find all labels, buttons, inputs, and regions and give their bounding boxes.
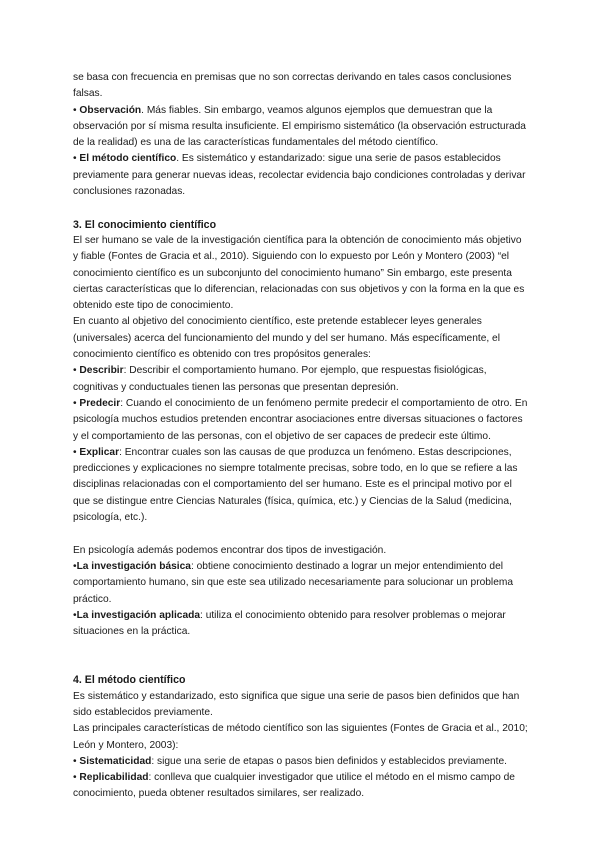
bullet-term: Replicabilidad bbox=[79, 772, 149, 784]
bullet-text: Cuando el conocimiento de un fenómeno permite predecir el comportamiento de otro. En psicología muchos estudios pretenden encontrar asociaciones entre diversas situaciones o factores y el comportamiento de las personas, con el objetivo de ser capaces de predecir este último. bbox=[73, 397, 528, 442]
section-4-heading: 4. El método científico bbox=[73, 674, 186, 687]
bullet-text: sigue una serie de etapas o pasos bien definidos y establecidos previamente. bbox=[154, 755, 507, 767]
bullet-term: La investigación básica bbox=[76, 560, 191, 572]
bullet-separator: : bbox=[120, 397, 124, 409]
feature-replicabilidad bbox=[73, 770, 528, 803]
bullet-term: El método científico bbox=[79, 153, 177, 165]
section-3-paragraph-1: El ser humano se vale de la investigación científica para la obtención de conocimiento más objetivo y fiable (Fontes de Gracia et al., 2010). Siguiendo con lo expuesto por León y Montero (2003) “el conocimiento científico es un subconjunto del conocimiento humano” Sin embargo, este presenta ciertas características que lo diferencian, relacionadas con sus objetivos y con la forma en la que es obtenido este tipo de conocimiento. bbox=[73, 234, 525, 312]
bullet-term: Predecir bbox=[79, 397, 121, 409]
bullet-text: conlleva que cualquier investigador que utilice el método en el mismo campo de conocimiento, pueda obtener resultados similares, ser realizado. bbox=[73, 772, 515, 800]
bullet-text: obtiene conocimiento destinado a lograr un mejor entendimiento del comportamiento humano, sin que este sea utilizado necesariamente para solucionar un problema práctico. bbox=[73, 560, 514, 605]
bullet-separator: . bbox=[176, 153, 180, 165]
bullet-term: Explicar bbox=[79, 446, 120, 458]
type-basica bbox=[73, 559, 528, 608]
bullet-marker: • bbox=[73, 104, 77, 116]
bullet-text: Encontrar cuales son las causas de que produzca un fenómeno. Estas descripciones, predicciones y explicaciones no siempre totalmente precisas, sobre todo, en lo que se refiere a las disciplinas relacionadas con el comportamiento del ser humano. Este es el principal motivo por el que se distingue entre Ciencias Naturales (física, química, etc.) y Ciencias de la Salud (medicina, psicología, etc.). bbox=[73, 446, 518, 524]
section-3-paragraph-2: En cuanto al objetivo del conocimiento científico, este pretende establecer leyes generales (universales) acerca del funcionamiento del mundo y del ser humano. Más específicamente, el conocimiento científico es obtenido con tres propósitos generales: bbox=[73, 316, 500, 361]
bullet-metodo bbox=[73, 151, 528, 200]
bullet-separator: : bbox=[123, 365, 127, 377]
section-4-paragraph-2: Las principales características de método científico son las siguientes (Fontes de Gracia et al., 2010; León y Montero, 2003): bbox=[73, 723, 528, 751]
intro-continuation: se basa con frecuencia en premisas que no son correctas derivando en tales casos conclusiones falsas. bbox=[73, 72, 512, 100]
feature-sistematicidad bbox=[73, 754, 528, 770]
purpose-describir bbox=[73, 363, 528, 396]
bullet-marker: • bbox=[73, 609, 77, 621]
section-4-paragraph-1: Es sistemático y estandarizado, esto significa que sigue una serie de pasos bien definidos que han sido establecidos previamente. bbox=[73, 690, 520, 718]
bullet-term: La investigación aplicada bbox=[76, 609, 201, 621]
bullet-marker: • bbox=[73, 397, 77, 409]
bullet-term: Sistematicidad bbox=[79, 755, 152, 767]
section-3-heading: 3. El conocimiento científico bbox=[73, 218, 217, 231]
bullet-separator: : bbox=[200, 609, 203, 621]
bullet-separator: . bbox=[141, 104, 144, 116]
purpose-predecir bbox=[73, 396, 528, 445]
document-page bbox=[73, 70, 528, 803]
bullet-separator: : bbox=[151, 755, 155, 767]
bullet-marker: • bbox=[73, 365, 77, 377]
purpose-explicar bbox=[73, 445, 528, 526]
bullet-text: Más fiables. Sin embargo, veamos algunos ejemplos que demuestran que la observación por sí misma resulta insuficiente. El empirismo sistemático (la observación estructurada de la realidad) es una de las características fundamentales del método científico. bbox=[73, 104, 526, 149]
bullet-marker: • bbox=[73, 153, 77, 165]
bullet-term: Describir bbox=[79, 365, 124, 377]
bullet-text: Describir el comportamiento humano. Por ejemplo, que respuestas fisiológicas, cognitivas y conductuales tienen las personas que presentan depresión. bbox=[73, 365, 487, 393]
bullet-observacion bbox=[73, 103, 528, 152]
bullet-marker: • bbox=[73, 446, 77, 458]
bullet-term: Observación bbox=[79, 104, 142, 116]
bullet-separator: : bbox=[119, 446, 122, 458]
bullet-text: utiliza el conocimiento obtenido para resolver problemas o mejorar situaciones en la práctica. bbox=[73, 609, 506, 638]
section-3-paragraph-3: En psicología además podemos encontrar dos tipos de investigación. bbox=[73, 544, 387, 556]
bullet-text: Es sistemático y estandarizado: sigue una serie de pasos establecidos previamente para generar nuevas ideas, recolectar evidencia bajo condiciones controladas y derivar conclusiones razonadas. bbox=[73, 153, 526, 198]
bullet-marker: • bbox=[73, 772, 77, 784]
bullet-separator: : bbox=[148, 772, 152, 784]
bullet-marker: • bbox=[73, 560, 77, 572]
type-aplicada bbox=[73, 608, 528, 641]
bullet-marker: • bbox=[73, 755, 77, 767]
bullet-separator: : bbox=[190, 560, 194, 572]
